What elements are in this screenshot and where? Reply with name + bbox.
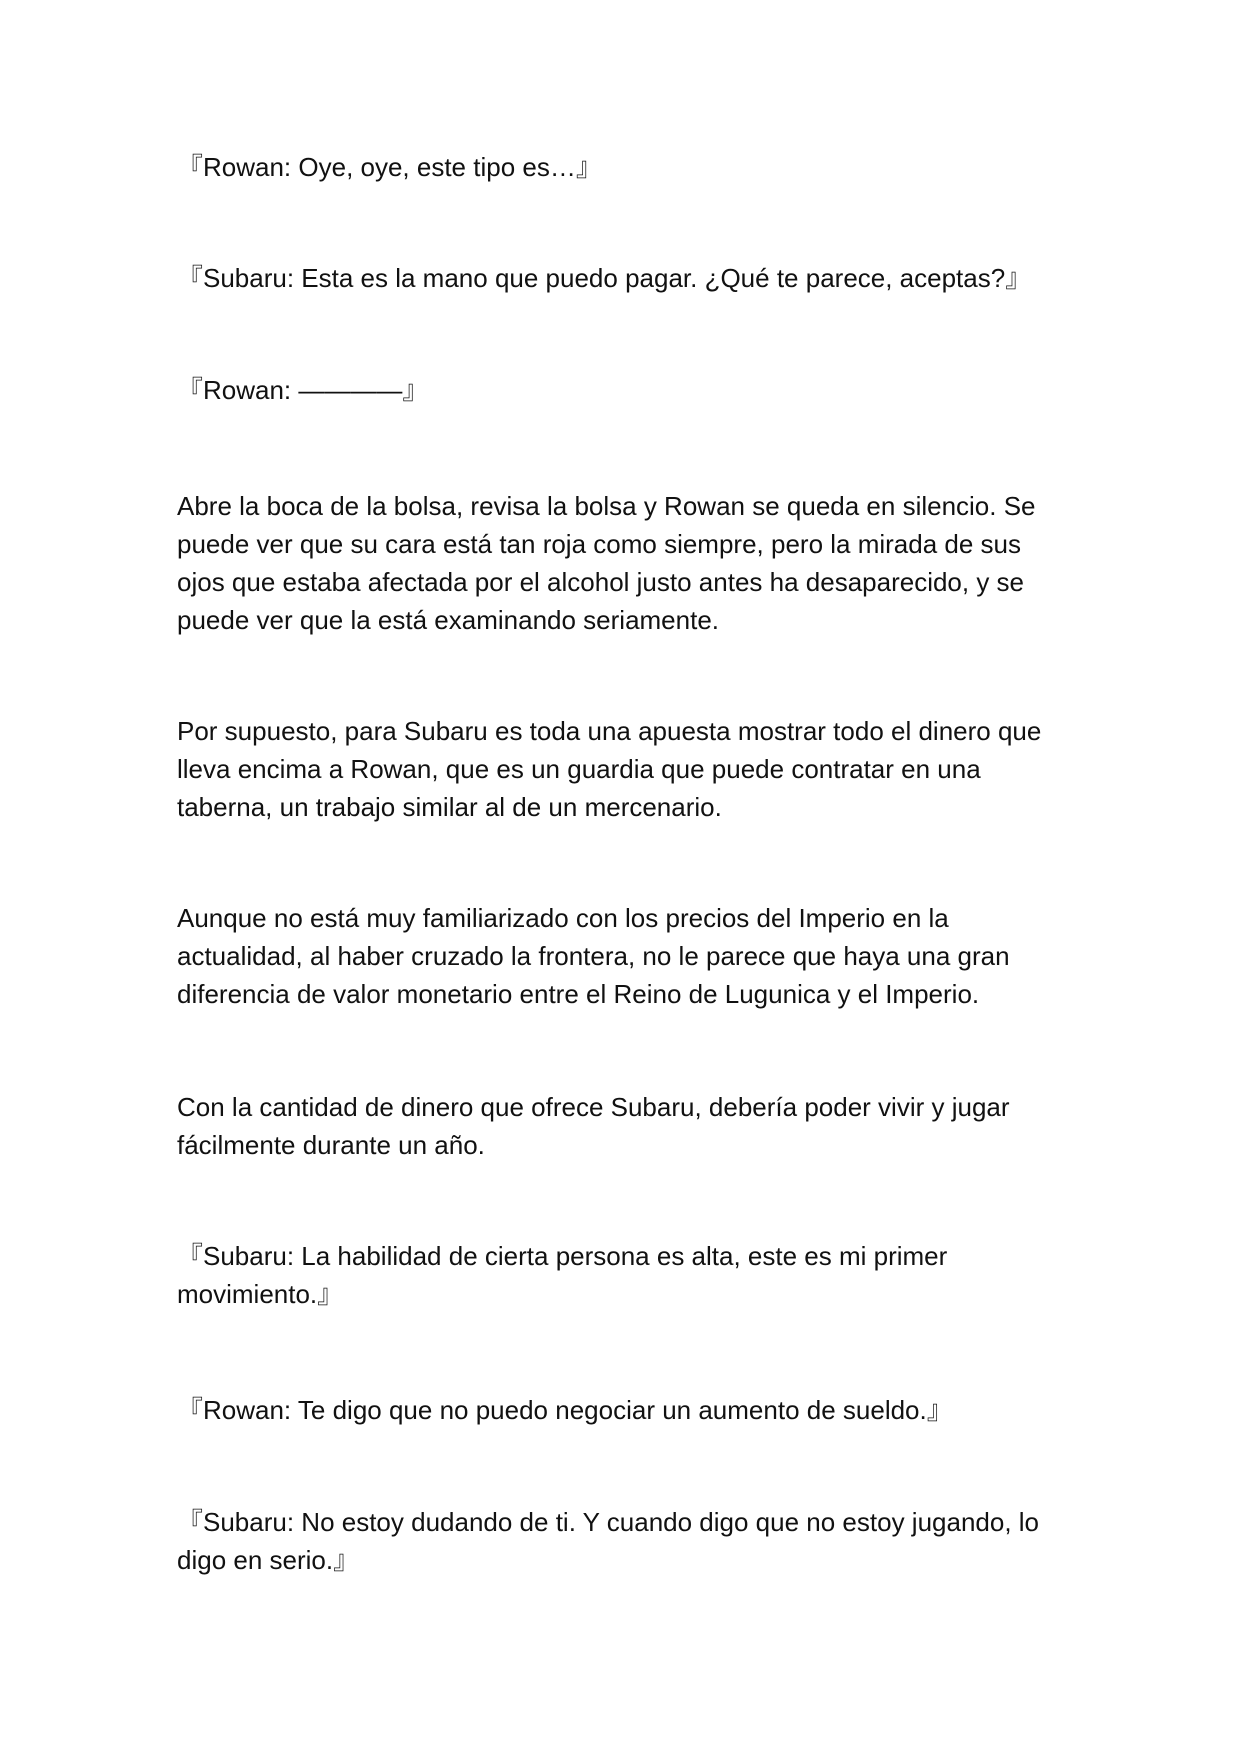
text-line: 『Subaru: No estoy dudando de ti. Y cuando digo que no estoy jugando, lo	[177, 1507, 1040, 1537]
narration-paragraph-4	[177, 1088, 1077, 1164]
narration-paragraph-3	[177, 899, 1077, 1013]
dialogue-rowan-1	[177, 148, 1077, 186]
text-line: digo en serio.』	[177, 1545, 360, 1575]
text-line: Con la cantidad de dinero que ofrece Subaru, debería poder vivir y jugar	[177, 1092, 1010, 1122]
text-line: lleva encima a Rowan, que es un guardia que puede contratar en una	[177, 754, 981, 784]
text-line: diferencia de valor monetario entre el Reino de Lugunica y el Imperio.	[177, 979, 980, 1009]
text-line: 『Rowan: Te digo que no puedo negociar un aumento de sueldo.』	[177, 1395, 953, 1425]
text-line: Aunque no está muy familiarizado con los precios del Imperio en la	[177, 903, 949, 933]
text-line: actualidad, al haber cruzado la frontera, no le parece que haya una gran	[177, 941, 1010, 971]
text-line: 『Subaru: La habilidad de cierta persona es alta, este es mi primer	[177, 1241, 948, 1271]
text-line: 『Subaru: Esta es la mano que puedo pagar. ¿Qué te parece, aceptas?』	[177, 263, 1032, 293]
text-line: ojos que estaba afectada por el alcohol justo antes ha desaparecido, y se	[177, 567, 1025, 597]
text-line: puede ver que la está examinando seriamente.	[177, 605, 720, 635]
text-line: fácilmente durante un año.	[177, 1130, 485, 1160]
text-line: taberna, un trabajo similar al de un mercenario.	[177, 792, 722, 822]
narration-paragraph-2	[177, 712, 1077, 826]
dialogue-subaru-3	[177, 1503, 1077, 1579]
text-line: 『Rowan: Oye, oye, este tipo es…』	[177, 152, 602, 182]
text-line: Por supuesto, para Subaru es toda una apuesta mostrar todo el dinero que	[177, 716, 1042, 746]
dialogue-subaru-2	[177, 1237, 1077, 1313]
text-line: Abre la boca de la bolsa, revisa la bolsa y Rowan se queda en silencio. Se	[177, 491, 1036, 521]
text-line: movimiento.』	[177, 1279, 344, 1309]
dialogue-rowan-2	[177, 371, 1077, 409]
text-line: 『Rowan: ————』	[177, 375, 429, 405]
dialogue-rowan-3	[177, 1391, 1077, 1429]
dialogue-subaru-1	[177, 259, 1077, 297]
narration-paragraph-1	[177, 487, 1077, 639]
text-line: puede ver que su cara está tan roja como siempre, pero la mirada de sus	[177, 529, 1022, 559]
